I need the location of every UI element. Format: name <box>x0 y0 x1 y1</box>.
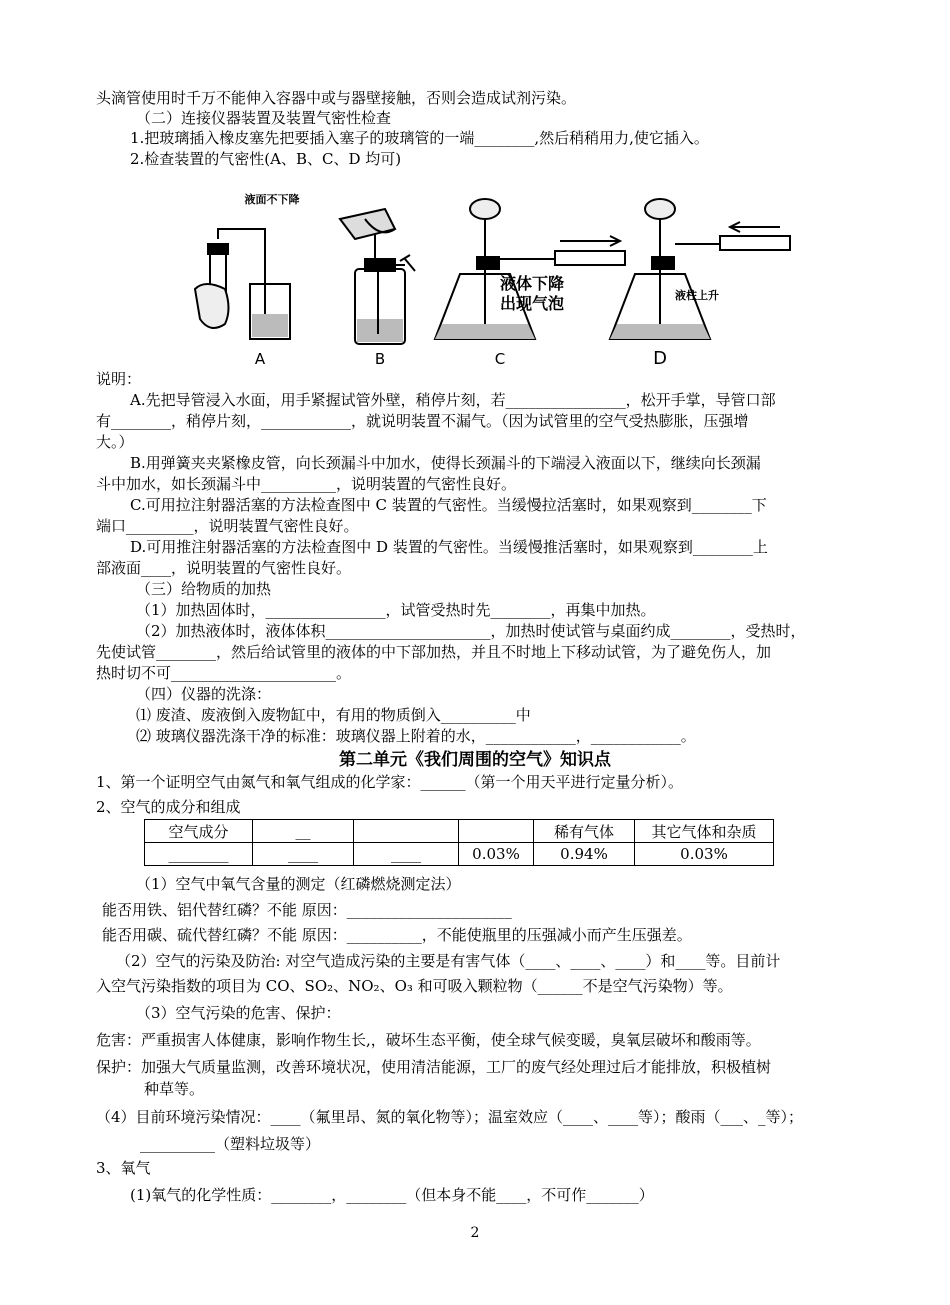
air-composition-table <box>144 819 774 866</box>
section-heading: （四）仪器的洗涤： <box>136 685 272 703</box>
text-line: 先使试管________，然后给试管里的液体的中下部加热，并且不时地上下移动试管，为了避免伤人，加 <box>96 643 772 661</box>
text-line: 2、空气的成分和组成 <box>96 798 241 816</box>
section-heading: （三）给物质的加热 <box>136 580 272 598</box>
text-line: 种草等。 <box>144 1080 205 1098</box>
table-cell <box>354 820 459 843</box>
table-cell: ____ <box>253 843 354 866</box>
text-line: 1、第一个证明空气由氮气和氧气组成的化学家：______（第一个用天平进行定量分析）。 <box>96 773 684 791</box>
text-line: 入空气污染指数的项目为 CO、SO₂、NO₂、O₃ 和可吸入颗粒物（______不是空气污染物）等。 <box>96 977 733 995</box>
text-line: ⑴ 废渣、废液倒入废物缸中，有用的物质倒入__________中 <box>136 706 531 724</box>
text-line: (1)氧气的化学性质：________，________（但本身不能____，不可作_______） <box>130 1186 654 1204</box>
table-cell: 空气成分 <box>145 820 253 843</box>
text-line: __________（塑料垃圾等） <box>140 1135 321 1153</box>
table-cell: 0.94% <box>534 843 635 866</box>
label-column-rise: 液柱上升 <box>675 289 719 302</box>
text-line: 危害：严重损害人体健康，影响作物生长,，破坏生态平衡，使全球气候变暖，臭氧层破坏和酸雨等。 <box>96 1031 761 1049</box>
table-row <box>145 820 774 843</box>
text-line: 2.检查装置的气密性(A、B、C、D 均可) <box>130 150 402 168</box>
table-cell: ____ <box>354 843 459 866</box>
text-line: 热时切不可______________________。 <box>96 664 352 682</box>
label-no-drop: 液面不下降 <box>244 193 300 206</box>
caption-c: C <box>494 350 506 368</box>
section-heading: （二）连接仪器装置及装置气密性检查 <box>136 109 392 127</box>
text-line: 1.把玻璃插入橡皮塞先把要插入塞子的玻璃管的一端________,然后稍稍用力,使它插入。 <box>130 129 709 147</box>
table-cell: ________ <box>145 843 253 866</box>
apparatus-b <box>340 209 415 344</box>
table-cell: 0.03% <box>459 843 534 866</box>
caption-b: B <box>374 350 386 368</box>
text-line: 能否用碳、硫代替红磷？不能 原因：__________，不能使瓶里的压强减小而产生压强差。 <box>102 926 692 944</box>
text-line: C.可用拉注射器活塞的方法检查图中 C 装置的气密性。当缓慢拉活塞时，如果观察到________下 <box>130 496 767 514</box>
text-line: D.可用推注射器活塞的方法检查图中 D 装置的气密性。当缓慢推活塞时，如果观察到________上 <box>130 538 768 556</box>
text-line: （2）加热液体时，液体体积______________________，加热时使试管与桌面约成________，受热时， <box>136 622 806 640</box>
text-line: 能否用铁、铝代替红磷？不能 原因：______________________ <box>102 901 512 919</box>
unit-title: 第二单元《我们周围的空气》知识点 <box>339 750 611 770</box>
text-line: A.先把导管浸入水面，用手紧握试管外壁，稍停片刻，若________________，松开手掌，导管口部 <box>130 391 776 409</box>
text-line: 端口_________，说明装置气密性良好。 <box>96 517 359 535</box>
label-bubbles: 出现气泡 <box>500 294 565 313</box>
text-line: 说明： <box>96 370 142 388</box>
text-line: 大。） <box>96 433 134 451</box>
table-cell: 稀有气体 <box>534 820 635 843</box>
text-line: （3）空气污染的危害、保护： <box>136 1004 341 1022</box>
text-line: （1）空气中氧气含量的测定（红磷燃烧测定法） <box>136 875 461 893</box>
apparatus-a <box>195 229 290 339</box>
text-line: （1）加热固体时，________________，试管受热时先________，再集中加热。 <box>136 601 656 619</box>
apparatus-figure <box>180 189 800 369</box>
table-cell: __ <box>253 820 354 843</box>
text-line: （4）目前环境污染情况：____（氟里昂、氮的氧化物等）；温室效应（____、____等）；酸雨（___、_等）； <box>96 1108 804 1126</box>
text-line: 斗中加水，如长颈漏斗中__________，说明装置的气密性良好。 <box>96 475 517 493</box>
text-line: 部液面____，说明装置的气密性良好。 <box>96 559 352 577</box>
text-line: （2）空气的污染及防治: 对空气造成污染的主要是有害气体（____、____、____）和____等。目前计 <box>116 952 781 970</box>
text-line: B.用弹簧夹夹紧橡皮管，向长颈漏斗中加水，使得长颈漏斗的下端浸入液面以下，继续向长颈漏 <box>130 454 761 472</box>
apparatus-c <box>435 199 625 339</box>
table-cell: 0.03% <box>635 843 774 866</box>
text-line: 保护：加强大气质量监测，改善环境状况，使用清洁能源，工厂的废气经处理过后才能排放，积极植树 <box>96 1058 772 1076</box>
text-line: 3、氧气 <box>96 1159 151 1177</box>
table-cell <box>459 820 534 843</box>
text-line: ⑵ 玻璃仪器洗涤干净的标准：玻璃仪器上附着的水，____________，____________。 <box>136 727 696 745</box>
text-line: 头滴管使用时千万不能伸入容器中或与器壁接触，否则会造成试剂污染。 <box>96 89 577 107</box>
caption-d: D <box>653 348 667 369</box>
apparatus-d <box>610 199 790 339</box>
table-cell: 其它气体和杂质 <box>635 820 774 843</box>
caption-a: A <box>254 350 266 368</box>
table-row <box>145 843 774 866</box>
page-number: 2 <box>470 1225 480 1241</box>
text-line: 有________，稍停片刻，____________，就说明装置不漏气。（因为试管里的空气受热膨胀，压强增 <box>96 412 749 430</box>
label-liquid-drop: 液体下降 <box>500 274 565 293</box>
